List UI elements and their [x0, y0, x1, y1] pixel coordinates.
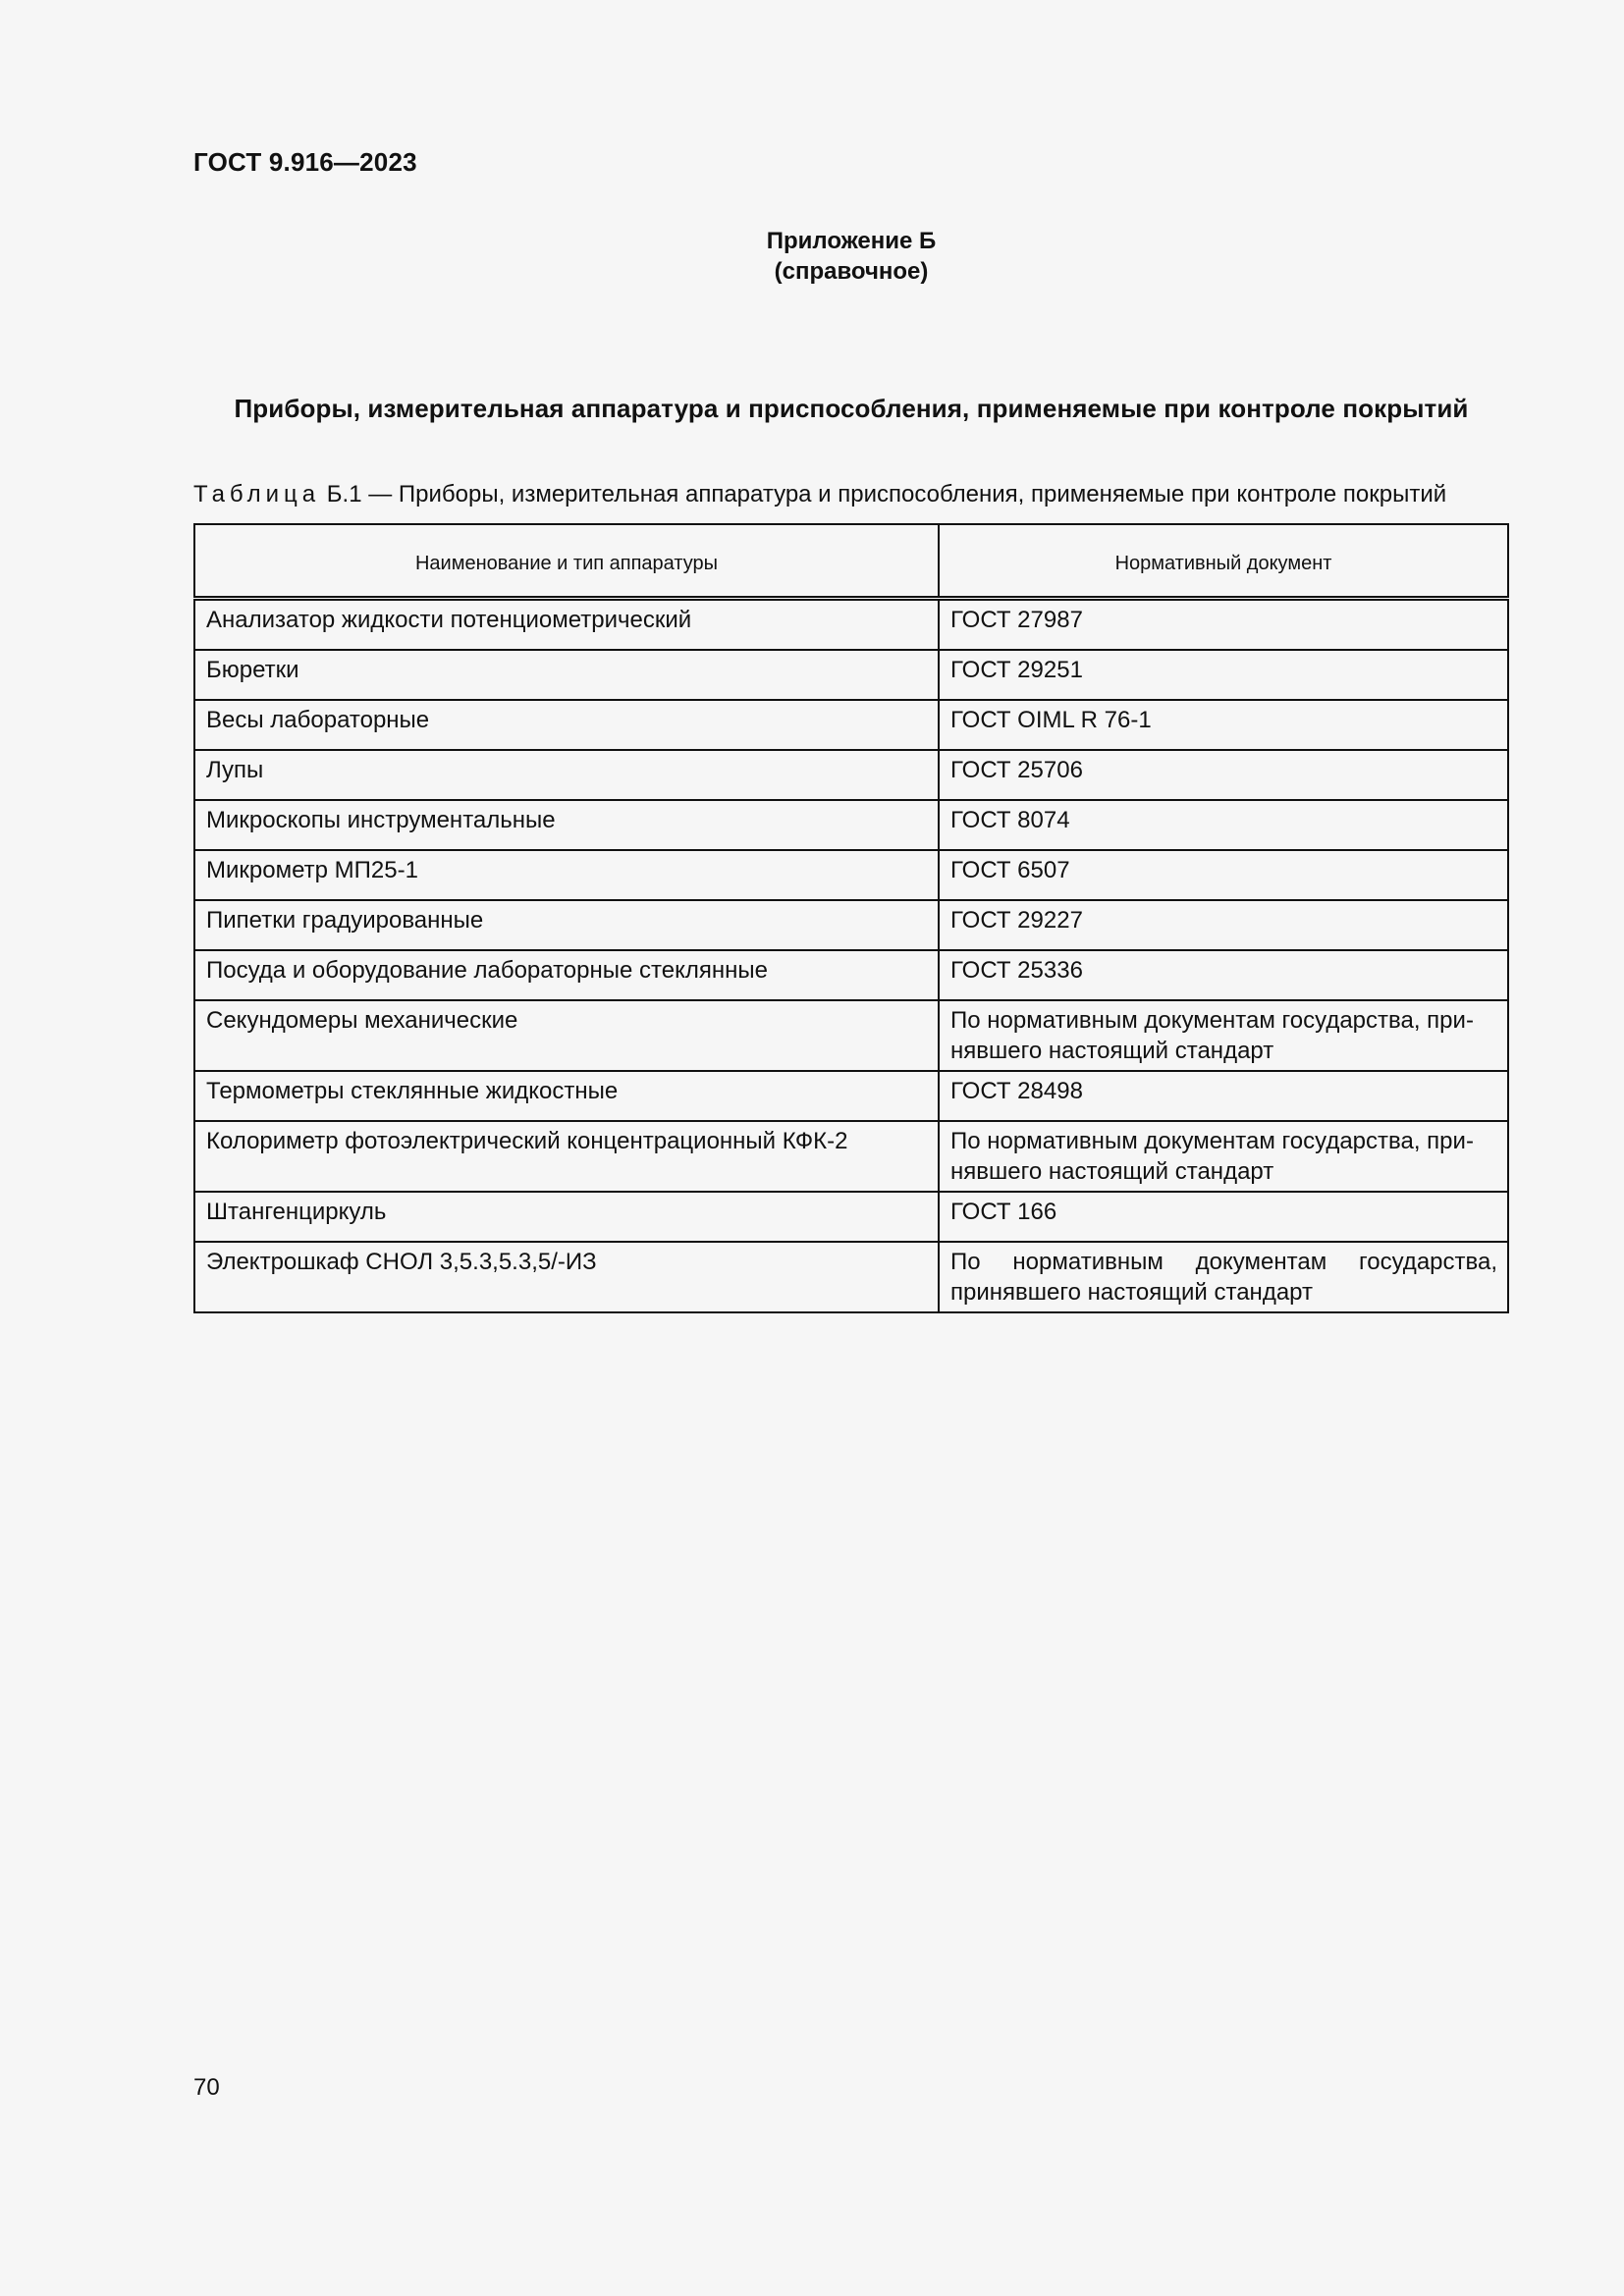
table-caption-text: Б.1 — Приборы, измерительная аппаратура и приспособления, применяемые при контроле покрытий	[326, 481, 1447, 507]
normative-document: По нормативным документам государства, принявшего настоящий стандарт	[939, 1242, 1508, 1312]
table-caption-label: Таблица	[193, 481, 321, 507]
instrument-name: Анализатор жидкости потенциометрический	[194, 599, 939, 651]
section-title: Приборы, измерительная аппаратура и приспособления, применяемые при контроле покрытий	[234, 394, 1469, 423]
normative-document: ГОСТ 25706	[939, 750, 1508, 800]
instrument-name: Электрошкаф СНОЛ 3,5.3,5.3,5/-ИЗ	[194, 1242, 939, 1312]
normative-document: ГОСТ 29227	[939, 900, 1508, 950]
table-row	[194, 1000, 1508, 1071]
instrument-name: Термометры стеклянные жидкостные	[194, 1071, 939, 1121]
normative-document: ГОСТ 29251	[939, 650, 1508, 700]
instrument-name: Бюретки	[194, 650, 939, 700]
normative-document: ГОСТ 8074	[939, 800, 1508, 850]
table-row	[194, 850, 1508, 900]
normative-document: ГОСТ 6507	[939, 850, 1508, 900]
document-code: ГОСТ 9.916—2023	[193, 147, 417, 177]
instrument-name: Микроскопы инструментальные	[194, 800, 939, 850]
instrument-name: Колориметр фотоэлектрический концентрационный КФК-2	[194, 1121, 939, 1192]
table-row	[194, 800, 1508, 850]
normative-document: ГОСТ 25336	[939, 950, 1508, 1000]
appendix-heading	[0, 226, 1624, 287]
table-row	[194, 900, 1508, 950]
instrument-name: Посуда и оборудование лабораторные стеклянные	[194, 950, 939, 1000]
table-row	[194, 1121, 1508, 1192]
table-row	[194, 1192, 1508, 1242]
table-row	[194, 950, 1508, 1000]
instrument-name: Пипетки градуированные	[194, 900, 939, 950]
column-header-document: Нормативный документ	[939, 524, 1508, 599]
normative-document: ГОСТ 27987	[939, 599, 1508, 651]
appendix-subtitle: (справочное)	[774, 258, 929, 285]
table-header-row	[194, 524, 1508, 599]
table-row	[194, 1071, 1508, 1121]
normative-document: ГОСТ OIML R 76-1	[939, 700, 1508, 750]
table-caption	[193, 481, 1509, 508]
normative-document: По нормативным документам государства, принявшего настоящий стандарт	[939, 1121, 1508, 1192]
normative-document: По нормативным документам государства, принявшего настоящий стандарт	[939, 1000, 1508, 1071]
table-row	[194, 650, 1508, 700]
table-row	[194, 700, 1508, 750]
instrument-name: Лупы	[194, 750, 939, 800]
table-row	[194, 599, 1508, 651]
instrument-name: Секундомеры механические	[194, 1000, 939, 1071]
instruments-table	[193, 523, 1509, 1313]
instrument-name: Микрометр МП25-1	[194, 850, 939, 900]
column-header-name: Наименование и тип аппаратуры	[194, 524, 939, 599]
page-number: 70	[193, 2074, 220, 2101]
normative-document: ГОСТ 166	[939, 1192, 1508, 1242]
normative-document: ГОСТ 28498	[939, 1071, 1508, 1121]
instrument-name: Весы лабораторные	[194, 700, 939, 750]
table-row	[194, 1242, 1508, 1312]
appendix-title: Приложение Б	[766, 228, 937, 254]
table-row	[194, 750, 1508, 800]
instrument-name: Штангенциркуль	[194, 1192, 939, 1242]
